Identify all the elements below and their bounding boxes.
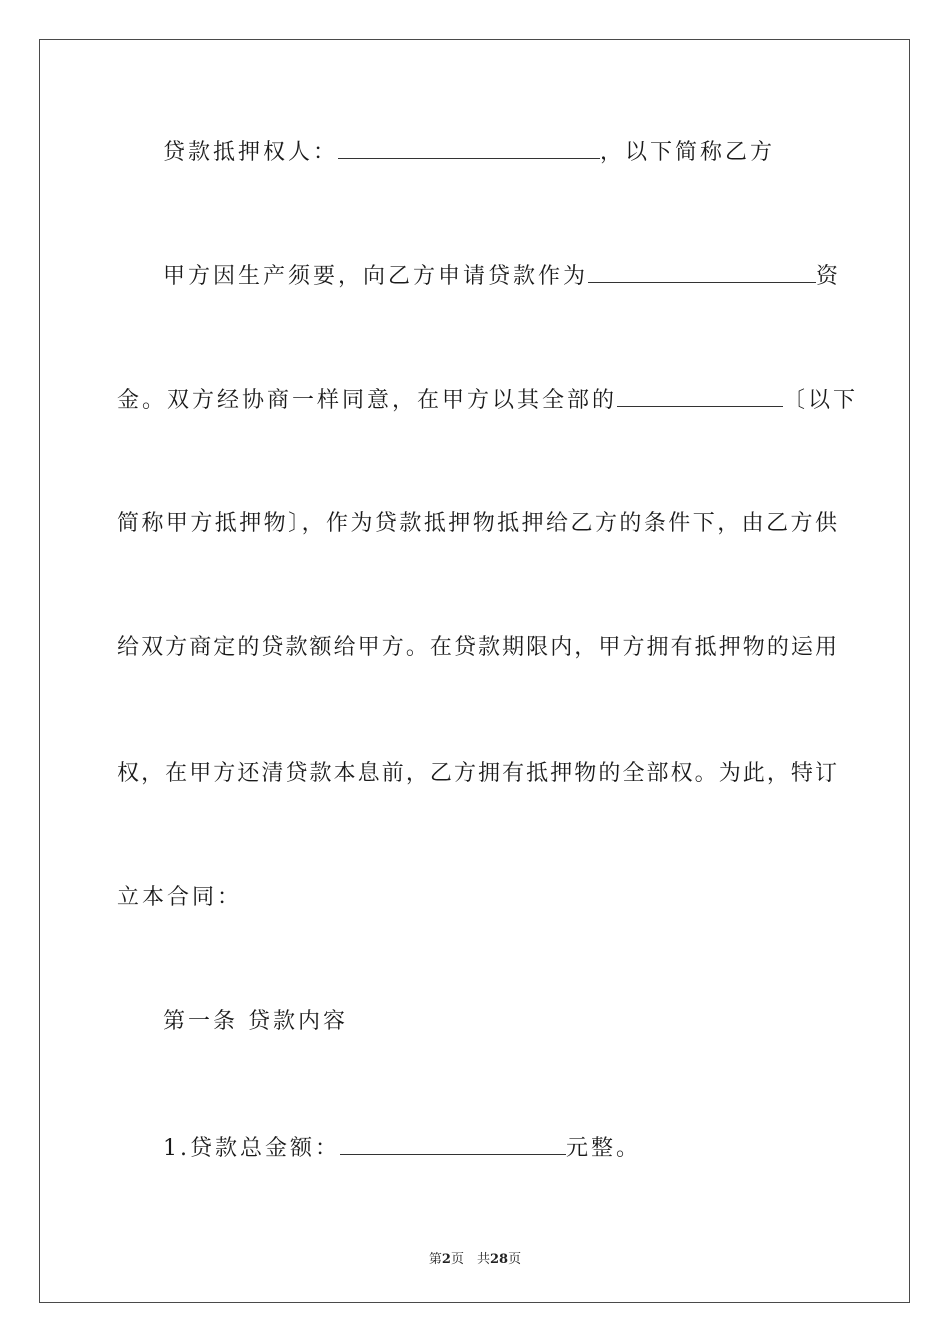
mortgagee-label: 贷款抵押权人：	[163, 140, 339, 165]
page-frame	[39, 39, 910, 1303]
mortgagee-blank[interactable]	[338, 136, 600, 159]
paragraph-line-5: 权，在甲方还清贷款本息前，乙方拥有抵押物的全部权。为此，特订	[117, 761, 837, 786]
paragraph-line-1	[163, 260, 842, 292]
line-text: 金。双方经协商一样同意，在甲方以其全部的	[117, 388, 618, 413]
collateral-blank[interactable]	[617, 384, 783, 407]
mortgagee-line	[163, 136, 883, 168]
mortgagee-suffix: ，以下简称乙方	[600, 140, 776, 165]
loan-amount-blank[interactable]	[340, 1132, 566, 1155]
line-text: 甲方因生产须要，向乙方申请贷款作为	[163, 264, 589, 289]
paragraph-line-2	[117, 384, 859, 416]
paragraph-line-6: 立本合同：	[117, 885, 243, 910]
page-label-mid: 页 共	[450, 1252, 490, 1267]
loan-purpose-blank[interactable]	[588, 260, 816, 283]
total-page-number: 28	[489, 1252, 509, 1267]
line-text-end: 〔以下	[783, 388, 859, 413]
page-label-post: 页	[508, 1252, 522, 1267]
article-one-heading: 第一条 贷款内容	[163, 1009, 348, 1034]
page-footer	[0, 1248, 950, 1267]
paragraph-line-3: 简称甲方抵押物〕，作为贷款抵押物抵押给乙方的条件下，由乙方供	[117, 511, 837, 536]
paragraph-line-4: 给双方商定的贷款额给甲方。在贷款期限内，甲方拥有抵押物的运用	[117, 635, 837, 660]
page-label-pre: 第	[428, 1252, 442, 1267]
current-page-number: 2	[441, 1252, 451, 1267]
loan-amount-label: 1.贷款总金额：	[163, 1136, 340, 1161]
loan-amount-line	[163, 1132, 883, 1164]
line-text-end: 资	[816, 264, 842, 289]
loan-amount-suffix: 元整。	[566, 1136, 642, 1161]
